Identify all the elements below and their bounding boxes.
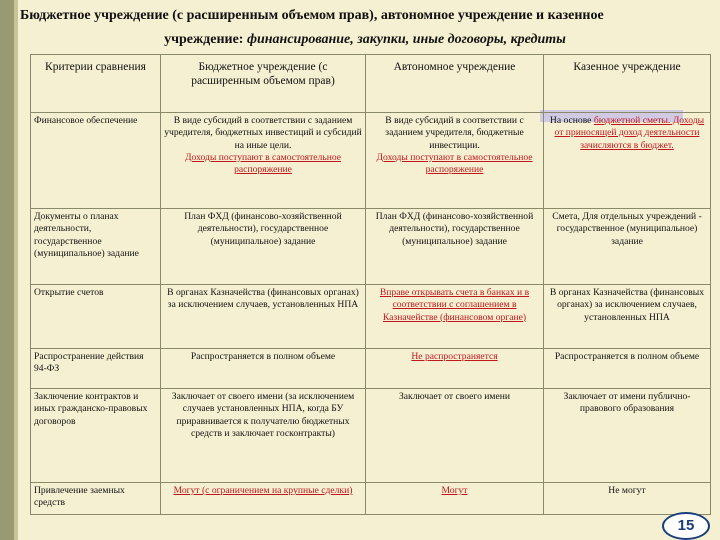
autonomous-red-text: Могут: [441, 485, 468, 496]
kazennoe-cell: Не могут: [544, 483, 711, 515]
kazennoe-cell: Заключает от имени публично-правового образования: [544, 389, 711, 483]
budget-cell: [161, 483, 366, 515]
autonomous-red-text: Доходы поступают в самостоятельное распоряжение: [376, 151, 533, 176]
left-decorative-bar-inner: [14, 0, 18, 540]
criterion-cell: Заключение контрактов и иных гражданско-правовых договоров: [31, 389, 161, 483]
budget-cell: Распространяется в полном объеме: [161, 349, 366, 389]
autonomous-cell: [366, 483, 544, 515]
autonomous-cell: [366, 349, 544, 389]
slide-title: [20, 4, 710, 52]
kazennoe-red-text: бюджетной сметы. Доходы от приносящей доход деятельности зачисляются в бюджет.: [554, 115, 705, 151]
header-autonomous: Автономное учреждение: [366, 55, 544, 113]
comparison-table: [30, 54, 711, 515]
header-kazennoe: Казенное учреждение: [544, 55, 711, 113]
title-line-2: [20, 28, 710, 52]
autonomous-text: В виде субсидий в соответствии с заданием учредителя, бюджетные инвестиции.: [385, 115, 524, 151]
title-line-2-plain: учреждение:: [164, 32, 247, 47]
autonomous-red-text: Вправе открывать счета в банках и в соответствии с соглашением в Казначействе (финансовом органе): [379, 287, 530, 323]
kazennoe-cell: Распространяется в полном объеме: [544, 349, 711, 389]
kazennoe-prefix: На основе: [549, 115, 594, 126]
criterion-cell: Документы о планах деятельности, государственное (муниципальное) задание: [31, 209, 161, 285]
autonomous-cell: Заключает от своего имени: [366, 389, 544, 483]
table-row: [31, 483, 711, 515]
kazennoe-cell: [544, 113, 711, 209]
table-row: [31, 285, 711, 349]
autonomous-cell: [366, 285, 544, 349]
autonomous-cell: План ФХД (финансово-хозяйственной деятельности), государственное (муниципальное) задание: [366, 209, 544, 285]
autonomous-red-text: Не распространяется: [411, 351, 498, 362]
header-budget: Бюджетное учреждение (с расширенным объемом прав): [161, 55, 366, 113]
budget-cell: В органах Казначейства (финансовых органах) за исключением случаев, установленных НПА: [161, 285, 366, 349]
table-header-row: [31, 55, 711, 113]
budget-red-text: Доходы поступают в самостоятельное распоряжение: [184, 151, 342, 176]
kazennoe-cell: Смета, Для отдельных учреждений - государственное (муниципальное) задание: [544, 209, 711, 285]
budget-red-text: Могут (с ограничением на крупные сделки): [173, 485, 353, 496]
left-decorative-bar: [0, 0, 14, 540]
criterion-cell: Открытие счетов: [31, 285, 161, 349]
criterion-cell: Привлечение заемных средств: [31, 483, 161, 515]
title-line-2-italic: финансирование, закупки, иные договоры, кредиты: [246, 32, 566, 47]
budget-text: В виде субсидий в соответствии с заданием учредителя, бюджетных инвестиций и субсидий на иные цели.: [164, 115, 362, 151]
table-row: [31, 349, 711, 389]
page-number-badge: 15: [662, 512, 710, 540]
autonomous-cell: [366, 113, 544, 209]
budget-cell: План ФХД (финансово-хозяйственной деятельности), государственное (муниципальное) задание: [161, 209, 366, 285]
criterion-cell: Финансовое обеспечение: [31, 113, 161, 209]
budget-cell: Заключает от своего имени (за исключением случаев установленных НПА, когда БУ приравнивается к получателю бюджетных средств и заключает госконтракты): [161, 389, 366, 483]
table-row: [31, 209, 711, 285]
kazennoe-cell: В органах Казначейства (финансовых органах) за исключением случаев, установленных НПА: [544, 285, 711, 349]
criterion-cell: Распространение действия 94-ФЗ: [31, 349, 161, 389]
header-criteria: Критерии сравнения: [31, 55, 161, 113]
table-row: [31, 389, 711, 483]
table-row: [31, 113, 711, 209]
title-line-1: Бюджетное учреждение (с расширенным объемом прав), автономное учреждение и казенное: [20, 8, 604, 23]
budget-cell: [161, 113, 366, 209]
